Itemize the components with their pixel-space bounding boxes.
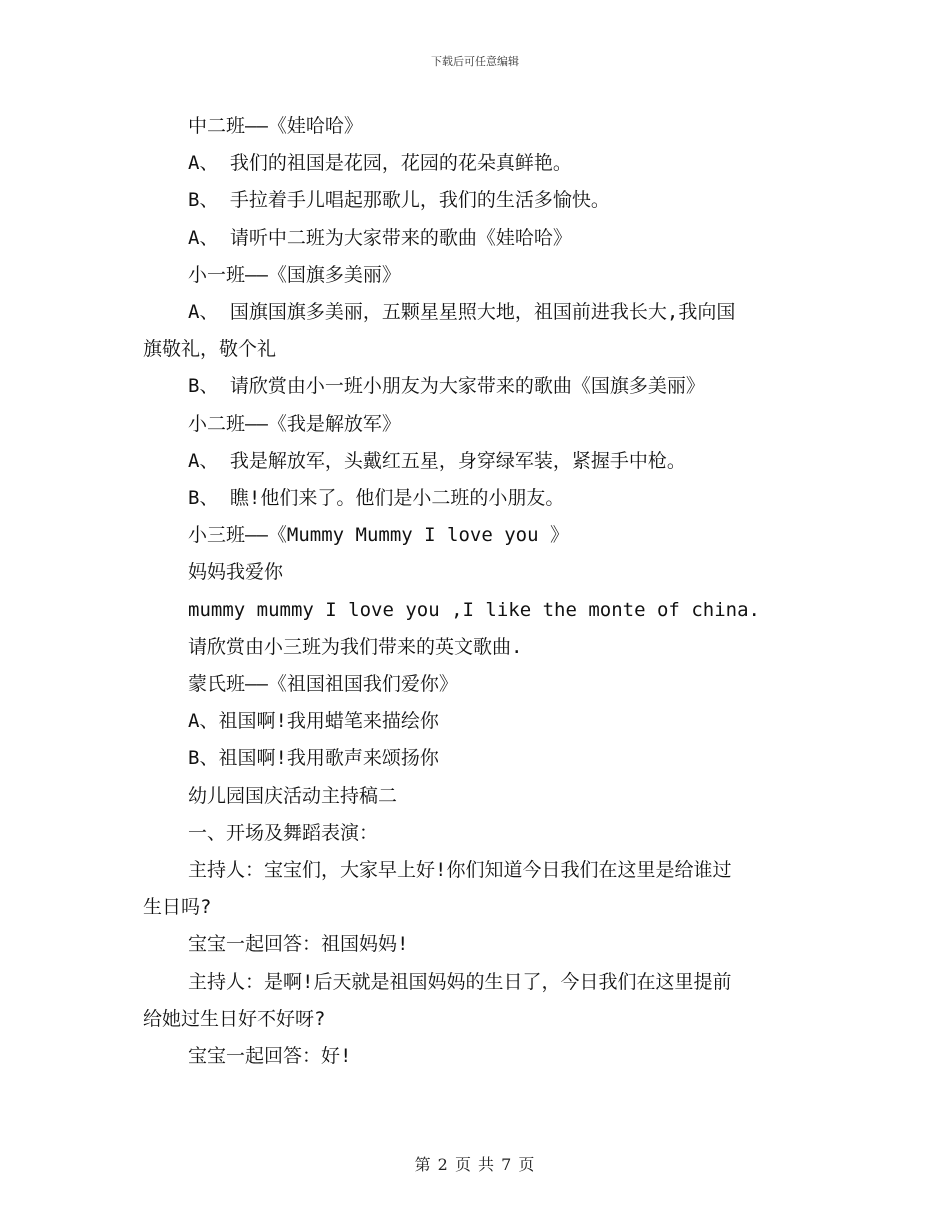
document-body bbox=[143, 108, 808, 1075]
text-line: 小二班——《我是解放军》 bbox=[188, 412, 401, 435]
text-line: mummy mummy I love you ,I like the monte of china. bbox=[188, 598, 760, 621]
text-line: 主持人：是啊!后天就是祖国妈妈的生日了，今日我们在这里提前 bbox=[188, 970, 732, 993]
text-line: 宝宝一起回答：祖国妈妈! bbox=[188, 933, 409, 956]
text-line: B、祖国啊!我用歌声来颂扬你 bbox=[188, 747, 439, 770]
text-line: B、 手拉着手儿唱起那歌儿，我们的生活多愉快。 bbox=[188, 189, 610, 212]
text-line: 蒙氏班——《祖国祖国我们爱你》 bbox=[188, 673, 458, 696]
text-line: A、 国旗国旗多美丽，五颗星星照大地，祖国前进我长大,我向国 bbox=[188, 301, 736, 324]
text-line: 旗敬礼，敬个礼 bbox=[143, 338, 277, 361]
text-line: 给她过生日好不好呀? bbox=[143, 1007, 326, 1030]
text-line: A、祖国啊!我用蜡笔来描绘你 bbox=[188, 710, 439, 733]
text-line: 幼儿园国庆活动主持稿二 bbox=[188, 784, 398, 807]
text-line: 请欣赏由小三班为我们带来的英文歌曲. bbox=[188, 635, 523, 658]
text-line: 妈妈我爱你 bbox=[188, 561, 284, 584]
text-line: B、 瞧!他们来了。他们是小二班的小朋友。 bbox=[188, 487, 565, 510]
text-line: 生日吗? bbox=[143, 896, 212, 919]
text-line: A、 我是解放军，头戴红五星，身穿绿军装，紧握手中枪。 bbox=[188, 449, 686, 472]
text-line: A、 请听中二班为大家带来的歌曲《娃哈哈》 bbox=[188, 226, 572, 249]
page-number: 第 2 页 共 7 页 bbox=[414, 1155, 536, 1174]
header-note: 下载后可任意编辑 bbox=[431, 55, 519, 68]
text-line: 小三班——《Mummy Mummy I love you 》 bbox=[188, 524, 569, 547]
text-line: 主持人：宝宝们，大家早上好!你们知道今日我们在这里是给谁过 bbox=[188, 859, 732, 882]
text-line: B、 请欣赏由小一班小朋友为大家带来的歌曲《国旗多美丽》 bbox=[188, 375, 705, 398]
text-line: 中二班——《娃哈哈》 bbox=[188, 115, 363, 137]
text-line: 小一班——《国旗多美丽》 bbox=[188, 263, 401, 286]
text-line: 宝宝一起回答：好! bbox=[188, 1045, 352, 1068]
text-line: A、 我们的祖国是花园，花园的花朵真鲜艳。 bbox=[188, 152, 572, 175]
text-line: 一、开场及舞蹈表演： bbox=[188, 821, 379, 844]
